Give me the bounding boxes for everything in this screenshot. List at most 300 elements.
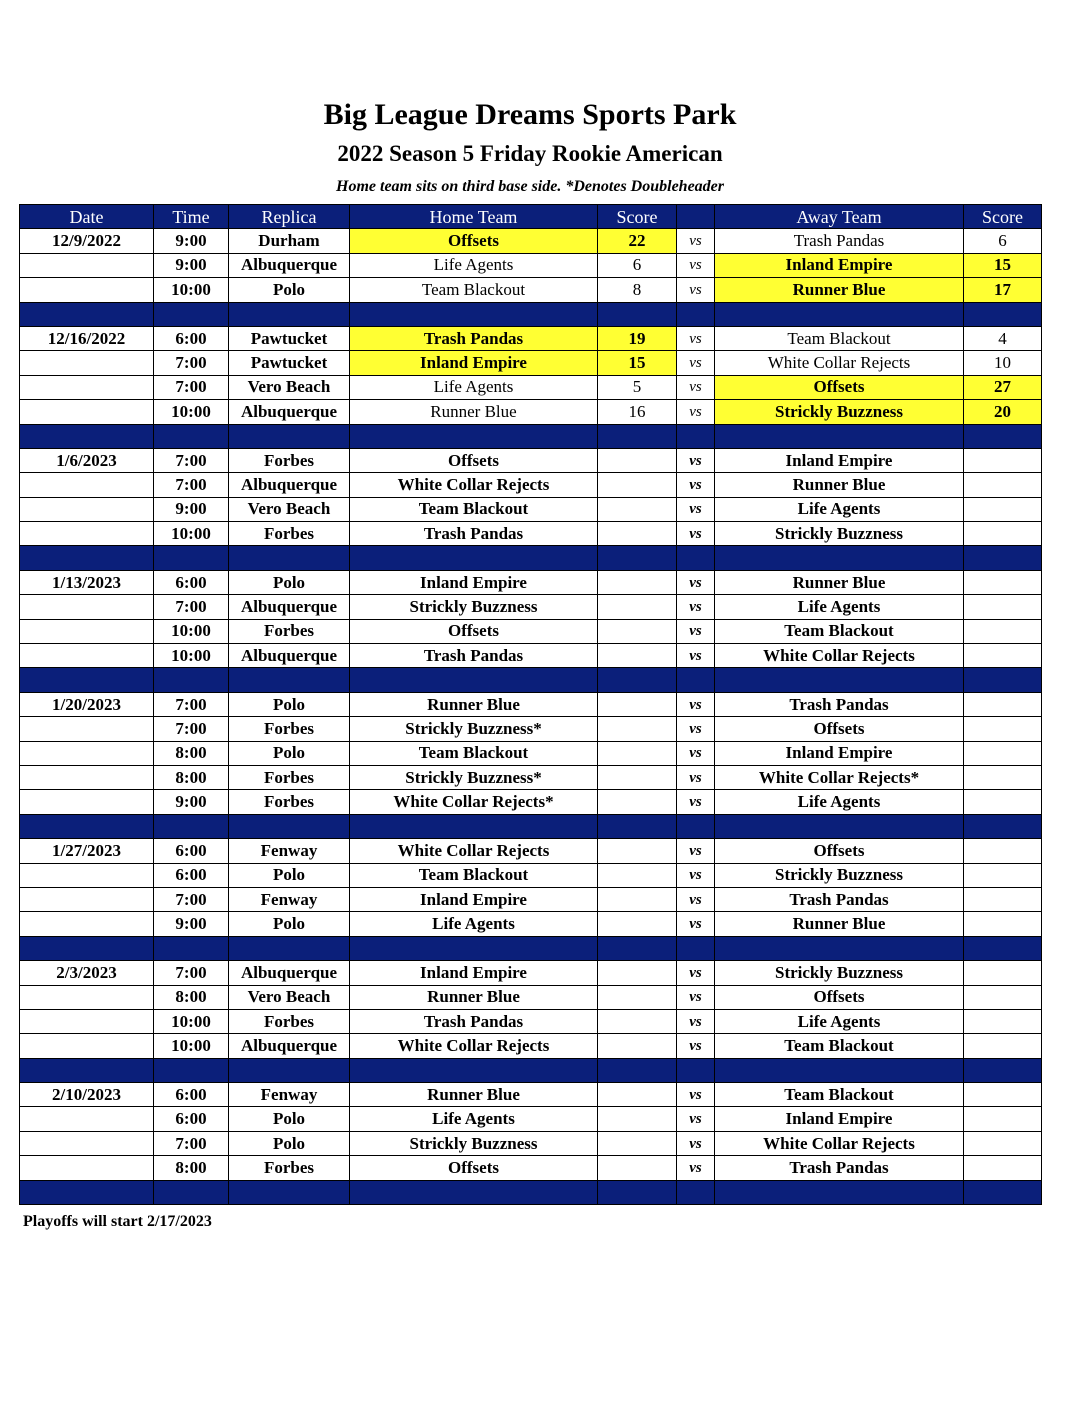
game-date: 2/10/2023 — [20, 1083, 154, 1107]
separator-cell — [154, 546, 229, 570]
game-time: 8:00 — [154, 765, 229, 789]
game-time: 10:00 — [154, 644, 229, 668]
away-team: Inland Empire — [715, 448, 964, 472]
separator-cell — [20, 1058, 154, 1082]
home-score: 22 — [598, 229, 677, 253]
separator-cell — [677, 814, 715, 838]
away-score — [964, 1107, 1042, 1131]
away-score: 4 — [964, 326, 1042, 350]
game-replica-field: Albuquerque — [229, 253, 350, 277]
away-score — [964, 595, 1042, 619]
game-date — [20, 1156, 154, 1180]
home-score — [598, 1131, 677, 1155]
away-team: Strickly Buzzness — [715, 400, 964, 424]
away-score — [964, 961, 1042, 985]
game-row — [20, 1034, 1042, 1058]
game-date: 2/3/2023 — [20, 961, 154, 985]
vs-label: vs — [677, 912, 715, 936]
game-date — [20, 473, 154, 497]
game-time: 7:00 — [154, 448, 229, 472]
away-score — [964, 717, 1042, 741]
game-time: 7:00 — [154, 351, 229, 375]
game-row — [20, 1083, 1042, 1107]
home-score — [598, 644, 677, 668]
separator-cell — [229, 936, 350, 960]
column-header-vs — [677, 205, 715, 229]
game-replica-field: Polo — [229, 692, 350, 716]
away-team: Life Agents — [715, 497, 964, 521]
away-score — [964, 839, 1042, 863]
game-time: 9:00 — [154, 229, 229, 253]
game-row — [20, 912, 1042, 936]
game-date: 1/6/2023 — [20, 448, 154, 472]
away-team: Runner Blue — [715, 473, 964, 497]
game-time: 10:00 — [154, 1034, 229, 1058]
game-replica-field: Vero Beach — [229, 375, 350, 399]
home-score: 16 — [598, 400, 677, 424]
game-time: 8:00 — [154, 1156, 229, 1180]
vs-label: vs — [677, 863, 715, 887]
separator-cell — [964, 814, 1042, 838]
game-row — [20, 1131, 1042, 1155]
vs-label: vs — [677, 717, 715, 741]
column-header-replica: Replica — [229, 205, 350, 229]
home-score — [598, 692, 677, 716]
separator-cell — [964, 668, 1042, 692]
away-team: Team Blackout — [715, 326, 964, 350]
vs-label: vs — [677, 1083, 715, 1107]
vs-label: vs — [677, 1107, 715, 1131]
home-team: White Collar Rejects* — [350, 790, 598, 814]
away-team: Inland Empire — [715, 253, 964, 277]
home-team: Life Agents — [350, 912, 598, 936]
vs-label: vs — [677, 595, 715, 619]
home-score — [598, 887, 677, 911]
separator-cell — [350, 814, 598, 838]
vs-label: vs — [677, 790, 715, 814]
home-team: White Collar Rejects — [350, 1034, 598, 1058]
home-score — [598, 765, 677, 789]
away-team: Trash Pandas — [715, 1156, 964, 1180]
game-replica-field: Fenway — [229, 887, 350, 911]
away-score — [964, 619, 1042, 643]
game-replica-field: Forbes — [229, 765, 350, 789]
game-time: 7:00 — [154, 692, 229, 716]
game-time: 6:00 — [154, 1083, 229, 1107]
game-time: 10:00 — [154, 1009, 229, 1033]
week-separator-row — [20, 936, 1042, 960]
game-row — [20, 522, 1042, 546]
game-row — [20, 839, 1042, 863]
game-row — [20, 278, 1042, 302]
separator-cell — [715, 936, 964, 960]
game-date — [20, 717, 154, 741]
game-date — [20, 1107, 154, 1131]
game-row — [20, 741, 1042, 765]
away-score — [964, 912, 1042, 936]
game-date — [20, 985, 154, 1009]
playoffs-note: Playoffs will start 2/17/2023 — [23, 1213, 212, 1230]
game-time: 9:00 — [154, 497, 229, 521]
separator-cell — [350, 668, 598, 692]
home-score — [598, 570, 677, 594]
vs-label: vs — [677, 278, 715, 302]
away-team: Trash Pandas — [715, 692, 964, 716]
home-team: Runner Blue — [350, 400, 598, 424]
game-date — [20, 887, 154, 911]
separator-cell — [677, 546, 715, 570]
home-score — [598, 448, 677, 472]
away-team: Trash Pandas — [715, 229, 964, 253]
game-date — [20, 863, 154, 887]
home-team: Trash Pandas — [350, 1009, 598, 1033]
game-row — [20, 253, 1042, 277]
home-score — [598, 1156, 677, 1180]
separator-cell — [598, 814, 677, 838]
separator-cell — [964, 424, 1042, 448]
separator-cell — [964, 1180, 1042, 1204]
separator-cell — [715, 302, 964, 326]
away-team: White Collar Rejects — [715, 1131, 964, 1155]
away-team: Offsets — [715, 985, 964, 1009]
game-time: 7:00 — [154, 473, 229, 497]
home-score — [598, 595, 677, 619]
game-replica-field: Polo — [229, 863, 350, 887]
away-score: 6 — [964, 229, 1042, 253]
home-score: 15 — [598, 351, 677, 375]
game-replica-field: Pawtucket — [229, 351, 350, 375]
game-time: 7:00 — [154, 717, 229, 741]
separator-cell — [350, 302, 598, 326]
game-row — [20, 375, 1042, 399]
separator-cell — [154, 668, 229, 692]
game-row — [20, 717, 1042, 741]
separator-cell — [677, 668, 715, 692]
game-replica-field: Fenway — [229, 839, 350, 863]
home-team: Team Blackout — [350, 741, 598, 765]
game-row — [20, 595, 1042, 619]
game-time: 7:00 — [154, 887, 229, 911]
home-team: Trash Pandas — [350, 522, 598, 546]
home-team: Trash Pandas — [350, 644, 598, 668]
game-replica-field: Fenway — [229, 1083, 350, 1107]
away-score — [964, 765, 1042, 789]
game-time: 7:00 — [154, 1131, 229, 1155]
game-time: 6:00 — [154, 863, 229, 887]
game-date — [20, 1009, 154, 1033]
home-score — [598, 473, 677, 497]
game-row — [20, 229, 1042, 253]
home-team: Strickly Buzzness — [350, 595, 598, 619]
vs-label: vs — [677, 692, 715, 716]
home-score — [598, 497, 677, 521]
away-score — [964, 473, 1042, 497]
home-score — [598, 522, 677, 546]
separator-cell — [229, 1180, 350, 1204]
home-team: Life Agents — [350, 253, 598, 277]
week-separator-row — [20, 1180, 1042, 1204]
game-time: 10:00 — [154, 522, 229, 546]
separator-cell — [964, 546, 1042, 570]
vs-label: vs — [677, 1034, 715, 1058]
game-replica-field: Albuquerque — [229, 400, 350, 424]
game-date — [20, 1131, 154, 1155]
home-score — [598, 985, 677, 1009]
game-row — [20, 497, 1042, 521]
game-date — [20, 595, 154, 619]
home-team: Life Agents — [350, 375, 598, 399]
away-score: 15 — [964, 253, 1042, 277]
game-date — [20, 375, 154, 399]
separator-cell — [154, 1058, 229, 1082]
game-replica-field: Polo — [229, 1107, 350, 1131]
game-time: 10:00 — [154, 619, 229, 643]
home-team: Strickly Buzzness* — [350, 717, 598, 741]
vs-label: vs — [677, 887, 715, 911]
game-replica-field: Polo — [229, 278, 350, 302]
game-replica-field: Forbes — [229, 619, 350, 643]
column-header-date: Date — [20, 205, 154, 229]
game-replica-field: Albuquerque — [229, 595, 350, 619]
away-team: Life Agents — [715, 1009, 964, 1033]
separator-cell — [964, 302, 1042, 326]
away-score — [964, 570, 1042, 594]
game-replica-field: Albuquerque — [229, 644, 350, 668]
game-time: 6:00 — [154, 1107, 229, 1131]
away-score — [964, 522, 1042, 546]
separator-cell — [677, 1058, 715, 1082]
vs-label: vs — [677, 253, 715, 277]
home-score — [598, 839, 677, 863]
game-date — [20, 619, 154, 643]
game-time: 9:00 — [154, 912, 229, 936]
column-header-away-score: Score — [964, 205, 1042, 229]
game-replica-field: Albuquerque — [229, 1034, 350, 1058]
separator-cell — [154, 424, 229, 448]
game-date — [20, 522, 154, 546]
game-row — [20, 448, 1042, 472]
schedule-note: Home team sits on third base side. *Denotes Doubleheader — [336, 178, 724, 195]
separator-cell — [598, 1180, 677, 1204]
home-score — [598, 1009, 677, 1033]
separator-cell — [229, 814, 350, 838]
week-separator-row — [20, 814, 1042, 838]
game-time: 8:00 — [154, 741, 229, 765]
game-replica-field: Forbes — [229, 1009, 350, 1033]
vs-label: vs — [677, 1156, 715, 1180]
home-team: Runner Blue — [350, 692, 598, 716]
away-score: 17 — [964, 278, 1042, 302]
away-team: Life Agents — [715, 595, 964, 619]
home-score — [598, 790, 677, 814]
game-date: 1/20/2023 — [20, 692, 154, 716]
vs-label: vs — [677, 229, 715, 253]
away-score — [964, 1034, 1042, 1058]
game-date — [20, 278, 154, 302]
home-score: 5 — [598, 375, 677, 399]
game-date: 1/13/2023 — [20, 570, 154, 594]
week-separator-row — [20, 668, 1042, 692]
vs-label: vs — [677, 1009, 715, 1033]
away-team: Strickly Buzzness — [715, 522, 964, 546]
away-team: Runner Blue — [715, 278, 964, 302]
home-score — [598, 619, 677, 643]
separator-cell — [154, 936, 229, 960]
away-team: White Collar Rejects — [715, 351, 964, 375]
away-score — [964, 497, 1042, 521]
game-replica-field: Albuquerque — [229, 961, 350, 985]
away-score — [964, 1009, 1042, 1033]
game-row — [20, 887, 1042, 911]
game-replica-field: Forbes — [229, 522, 350, 546]
separator-cell — [20, 936, 154, 960]
game-time: 10:00 — [154, 400, 229, 424]
separator-cell — [229, 424, 350, 448]
separator-cell — [350, 546, 598, 570]
separator-cell — [154, 814, 229, 838]
vs-label: vs — [677, 375, 715, 399]
schedule-table — [19, 204, 1042, 1205]
game-row — [20, 790, 1042, 814]
away-team: White Collar Rejects* — [715, 765, 964, 789]
game-date — [20, 497, 154, 521]
game-date — [20, 400, 154, 424]
game-date — [20, 351, 154, 375]
game-row — [20, 619, 1042, 643]
home-score — [598, 1107, 677, 1131]
column-header-home-team: Home Team — [350, 205, 598, 229]
separator-cell — [229, 302, 350, 326]
away-score — [964, 887, 1042, 911]
game-replica-field: Forbes — [229, 448, 350, 472]
game-date — [20, 253, 154, 277]
column-header-time: Time — [154, 205, 229, 229]
home-score — [598, 961, 677, 985]
separator-cell — [229, 1058, 350, 1082]
separator-cell — [350, 1058, 598, 1082]
separator-cell — [598, 424, 677, 448]
separator-cell — [598, 668, 677, 692]
vs-label: vs — [677, 985, 715, 1009]
game-date — [20, 644, 154, 668]
table-header-row — [20, 205, 1042, 229]
home-score — [598, 1083, 677, 1107]
game-time: 7:00 — [154, 375, 229, 399]
game-time: 8:00 — [154, 985, 229, 1009]
away-score: 20 — [964, 400, 1042, 424]
game-replica-field: Polo — [229, 570, 350, 594]
game-replica-field: Polo — [229, 741, 350, 765]
separator-cell — [229, 546, 350, 570]
game-time: 6:00 — [154, 570, 229, 594]
home-team: White Collar Rejects — [350, 839, 598, 863]
home-team: Inland Empire — [350, 961, 598, 985]
game-date — [20, 741, 154, 765]
vs-label: vs — [677, 570, 715, 594]
game-date: 1/27/2023 — [20, 839, 154, 863]
away-score — [964, 863, 1042, 887]
away-team: Strickly Buzzness — [715, 863, 964, 887]
separator-cell — [154, 302, 229, 326]
home-score: 6 — [598, 253, 677, 277]
separator-cell — [677, 1180, 715, 1204]
separator-cell — [350, 936, 598, 960]
separator-cell — [20, 302, 154, 326]
separator-cell — [598, 302, 677, 326]
separator-cell — [229, 668, 350, 692]
away-score — [964, 644, 1042, 668]
home-team: Offsets — [350, 229, 598, 253]
game-date — [20, 765, 154, 789]
away-score: 27 — [964, 375, 1042, 399]
game-row — [20, 644, 1042, 668]
separator-cell — [715, 1058, 964, 1082]
vs-label: vs — [677, 351, 715, 375]
away-score — [964, 448, 1042, 472]
home-team: Strickly Buzzness* — [350, 765, 598, 789]
game-time: 7:00 — [154, 961, 229, 985]
separator-cell — [677, 424, 715, 448]
away-team: Runner Blue — [715, 570, 964, 594]
away-team: Inland Empire — [715, 1107, 964, 1131]
game-row — [20, 351, 1042, 375]
away-team: Runner Blue — [715, 912, 964, 936]
vs-label: vs — [677, 765, 715, 789]
separator-cell — [964, 1058, 1042, 1082]
home-team: Team Blackout — [350, 863, 598, 887]
away-team: Team Blackout — [715, 1034, 964, 1058]
game-date: 12/16/2022 — [20, 326, 154, 350]
week-separator-row — [20, 546, 1042, 570]
game-time: 6:00 — [154, 326, 229, 350]
away-score — [964, 1131, 1042, 1155]
separator-cell — [350, 1180, 598, 1204]
home-team: Team Blackout — [350, 278, 598, 302]
vs-label: vs — [677, 1131, 715, 1155]
vs-label: vs — [677, 400, 715, 424]
game-replica-field: Forbes — [229, 717, 350, 741]
vs-label: vs — [677, 522, 715, 546]
game-row — [20, 473, 1042, 497]
game-row — [20, 863, 1042, 887]
home-team: Offsets — [350, 448, 598, 472]
separator-cell — [715, 424, 964, 448]
away-score — [964, 692, 1042, 716]
away-score — [964, 1083, 1042, 1107]
column-header-away-team: Away Team — [715, 205, 964, 229]
game-row — [20, 326, 1042, 350]
away-team: Offsets — [715, 839, 964, 863]
vs-label: vs — [677, 839, 715, 863]
away-team: White Collar Rejects — [715, 644, 964, 668]
vs-label: vs — [677, 326, 715, 350]
separator-cell — [598, 936, 677, 960]
separator-cell — [598, 1058, 677, 1082]
home-score — [598, 863, 677, 887]
separator-cell — [20, 424, 154, 448]
home-score — [598, 717, 677, 741]
separator-cell — [964, 936, 1042, 960]
separator-cell — [715, 546, 964, 570]
home-team: Inland Empire — [350, 570, 598, 594]
game-replica-field: Albuquerque — [229, 473, 350, 497]
home-score: 19 — [598, 326, 677, 350]
away-team: Offsets — [715, 717, 964, 741]
game-row — [20, 765, 1042, 789]
away-score — [964, 985, 1042, 1009]
game-row — [20, 1107, 1042, 1131]
game-row — [20, 985, 1042, 1009]
